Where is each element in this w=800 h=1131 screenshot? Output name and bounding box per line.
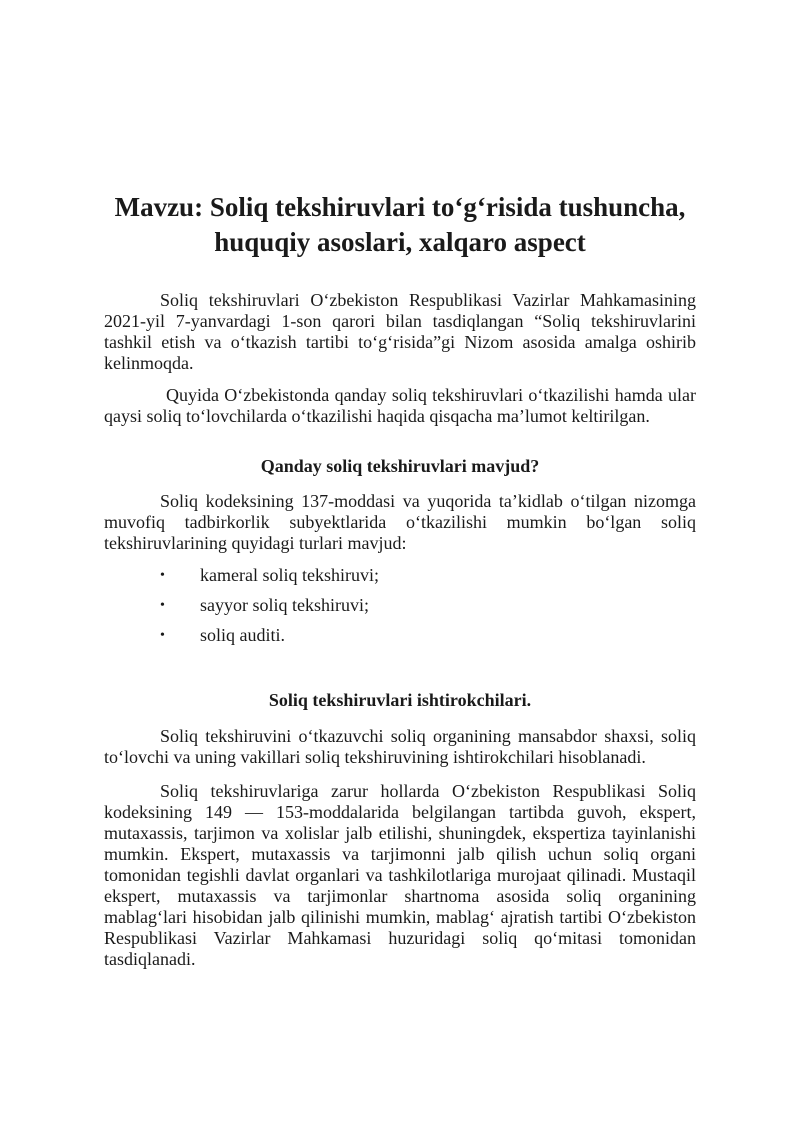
paragraph-intro: Soliq tekshiruvlari O‘zbekiston Respublikasi Vazirlar Mahkamasining 2021-yil 7-yanvardagi 1-son qarori bilan tasdiqlangan “Soliq tekshiruvlarini tashkil etish va o‘tkazish tartibi to‘g‘risida”gi Nizom asosida amalga oshirib kelinmoqda. <box>104 290 696 373</box>
list-item <box>104 625 696 646</box>
document-title <box>90 190 710 260</box>
bullet-icon: • <box>160 628 165 643</box>
list-item-text: kameral soliq tekshiruvi; <box>200 565 379 585</box>
inspection-types-list <box>104 565 696 655</box>
paragraph-participants: Soliq tekshiruvini o‘tkazuvchi soliq organining mansabdor shaxsi, soliq to‘lovchi va uning vakillari soliq tekshiruvining ishtirokchilari hisoblanadi. <box>104 726 696 767</box>
list-item <box>104 595 696 616</box>
title-line-2: huquqiy asoslari, xalqaro aspect <box>214 227 586 257</box>
section-heading-types: Qanday soliq tekshiruvlari mavjud? <box>260 456 540 476</box>
paragraph-types-intro: Soliq kodeksining 137-moddasi va yuqorida ta’kidlab o‘tilgan nizomga muvofiq tadbirkorlik subyektlarida o‘tkazilishi mumkin bo‘lgan soliq tekshiruvlarining quyidagi turlari mavjud: <box>104 491 696 553</box>
list-item <box>104 565 696 586</box>
bullet-icon: • <box>160 598 165 613</box>
list-item-text: sayyor soliq tekshiruvi; <box>200 595 369 615</box>
title-line-1: Mavzu: Soliq tekshiruvlari to‘g‘risida tushuncha, <box>114 192 686 222</box>
section-heading-participants: Soliq tekshiruvlari ishtirokchilari. <box>268 690 532 710</box>
list-item-text: soliq auditi. <box>200 625 285 645</box>
paragraph-summary: Quyida O‘zbekistonda qanday soliq tekshiruvlari o‘tkazilishi hamda ular qaysi soliq to‘lovchilarda o‘tkazilishi haqida qisqacha ma’lumot keltirilgan. <box>104 385 696 426</box>
bullet-icon: • <box>160 568 165 583</box>
paragraph-experts: Soliq tekshiruvlariga zarur hollarda O‘zbekiston Respublikasi Soliq kodeksining 149 — 153-moddalarida belgilangan tartibda guvoh, ekspert, mutaxassis, tarjimon va xolislar jalb etilishi, shuningdek, ekspertiza tayinlanishi mumkin. Ekspert, mutaxassis va tarjimonni jalb qilish uchun soliq organi tomonidan tegishli davlat organlari va tashkilotlariga murojaat qilinadi. Mustaqil ekspert, mutaxassis va tarjimonlar shartnoma asosida soliq organining mablag‘lari hisobidan jalb qilinishi mumkin, mablag‘ ajratish tartibi O‘zbekiston Respublikasi Vazirlar Mahkamasi huzuridagi soliq qo‘mitasi tomonidan tasdiqlanadi. <box>104 781 696 969</box>
